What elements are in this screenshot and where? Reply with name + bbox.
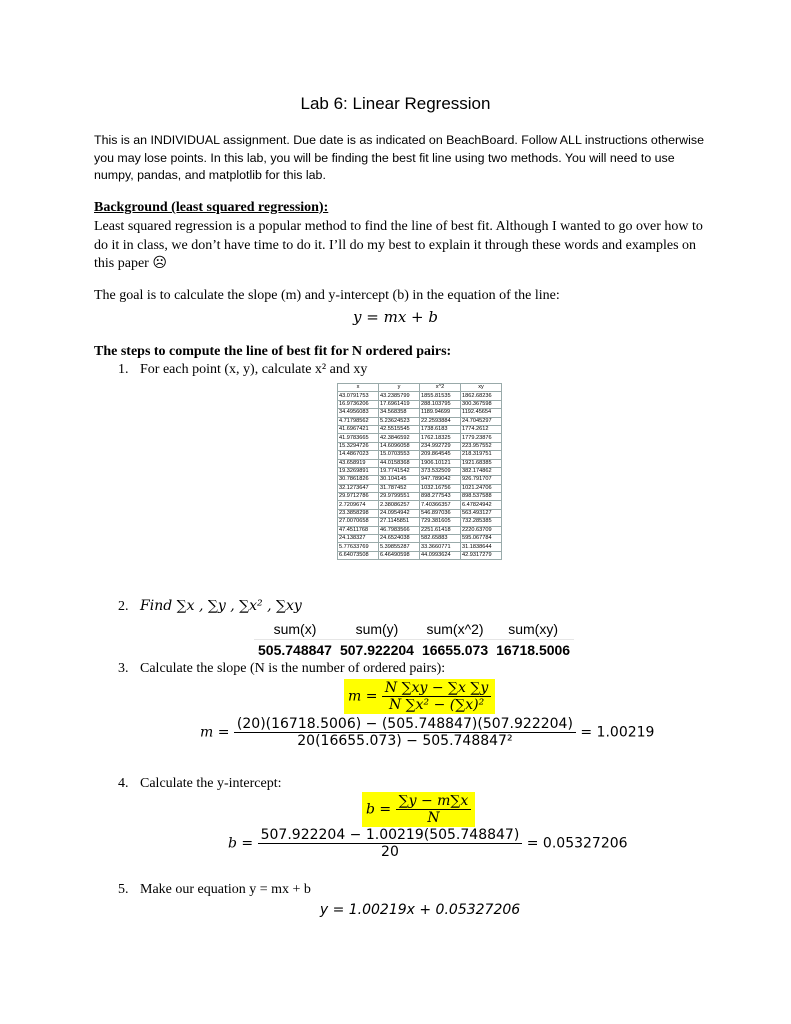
table-row [338,400,502,408]
step-5 [118,882,311,898]
table-cell: 5.77633769 [338,543,379,551]
table-cell: 22.2593884 [420,417,461,425]
sums-value: 507.922204 [339,642,414,658]
slope-calc-fraction [234,716,576,749]
table-cell: 19.7741542 [379,467,420,475]
table-cell: 34.568358 [379,409,420,417]
table-row [338,451,502,459]
table-cell: 6.46490598 [379,551,420,559]
table-cell: 44.0993624 [420,551,461,559]
table-cell: 6.47824942 [461,501,502,509]
table-cell: 582.65883 [420,535,461,543]
table-cell: 27.0070658 [338,518,379,526]
table-cell: 4.71798562 [338,417,379,425]
table-cell: 223.957552 [461,442,502,450]
intercept-calc-fraction [258,827,523,860]
table-cell: 1032.16756 [420,484,461,492]
table-cell: 595.067784 [461,535,502,543]
step-number: 3. [118,661,129,676]
data-table-header: x [338,384,379,392]
table-row [338,417,502,425]
table-cell: 23.3858298 [338,509,379,517]
intercept-formula-numerator: ∑y − m∑x [396,793,472,810]
step-text: Calculate the y-intercept: [140,776,282,791]
table-row [338,392,502,400]
table-cell: 898.537588 [461,493,502,501]
background-paragraph: Least squared regression is a popular method to find the line of best fit. Although I wanted to go over how to do it in class, we don’t have time to do it. I’ll do my best to explain it through these words and examples on this paper ☹ [94,219,703,271]
table-row [338,509,502,517]
table-row [338,409,502,417]
table-row [338,459,502,467]
table-cell: 15.3294726 [338,442,379,450]
table-cell: 729.381605 [420,518,461,526]
table-cell: 1738.6183 [420,425,461,433]
table-cell: 2.38086257 [379,501,420,509]
slope-calculation [200,716,654,749]
table-cell: 1862.68236 [461,392,502,400]
step-number: 2. [118,599,129,614]
data-table-header: x^2 [420,384,461,392]
step-4 [118,776,282,792]
table-cell: 1779.23876 [461,434,502,442]
slope-result: = 1.00219 [580,724,655,741]
step-text: Find ∑x , ∑y , ∑x² , ∑xy [140,598,302,614]
table-cell: 14.6096058 [379,442,420,450]
data-table [337,383,502,560]
slope-formula [344,679,495,714]
step-2 [118,598,302,615]
table-cell: 34.4956083 [338,409,379,417]
step-number: 4. [118,776,129,791]
table-cell: 218.319751 [461,451,502,459]
table-cell: 29.9712786 [338,493,379,501]
table-cell: 19.3269891 [338,467,379,475]
table-cell: 30.7861826 [338,476,379,484]
sums-header: sum(y) [336,619,418,640]
table-cell: 41.6967421 [338,425,379,433]
table-cell: 546.897036 [420,509,461,517]
intercept-calc-numerator: 507.922204 − 1.00219(505.748847) [258,827,523,844]
table-cell: 42.3846592 [379,434,420,442]
table-cell: 33.3660771 [420,543,461,551]
table-cell: 300.367598 [461,400,502,408]
table-cell: 1921.68385 [461,459,502,467]
step-number: 1. [118,362,129,377]
sums-header: sum(x^2) [418,619,492,640]
goal-text: The goal is to calculate the slope (m) and y-intercept (b) in the equation of the line: [94,288,560,303]
sums-header: sum(xy) [492,619,574,640]
table-cell: 209.864545 [420,451,461,459]
table-cell: 17.6961419 [379,400,420,408]
table-row [338,476,502,484]
table-cell: 24.7045297 [461,417,502,425]
table-cell: 947.789042 [420,476,461,484]
table-row [338,526,502,534]
table-cell: 24.138327 [338,535,379,543]
table-row [338,467,502,475]
table-cell: 32.1273647 [338,484,379,492]
table-cell: 15.0703553 [379,451,420,459]
sums-value: 16655.073 [421,642,489,658]
table-row [338,543,502,551]
table-cell: 1774.2612 [461,425,502,433]
slope-formula-numerator: N ∑xy − ∑x ∑y [382,680,491,697]
table-cell: 29.9799551 [379,493,420,501]
intro-paragraph: This is an INDIVIDUAL assignment. Due date is as indicated on BeachBoard. Follow ALL instructions otherwise you may lose points. In this lab, you will be finding the best fit line using two methods. You will need to use numpy, pandas, and matplotlib for this lab. [94,133,704,182]
table-cell: 382.174862 [461,467,502,475]
table-cell: 43.658919 [338,459,379,467]
table-row [338,434,502,442]
table-cell: 288.103795 [420,400,461,408]
sums-header: sum(x) [254,619,336,640]
data-table-header: y [379,384,420,392]
table-cell: 24.0954942 [379,509,420,517]
table-cell: 14.4867023 [338,451,379,459]
table-cell: 1855.81535 [420,392,461,400]
table-row [338,501,502,509]
step-3 [118,661,445,677]
table-cell: 31.787452 [379,484,420,492]
intercept-result: = 0.05327206 [526,835,628,852]
goal-equation: y = mx + b [353,308,438,326]
table-cell: 42.9317279 [461,551,502,559]
table-row [338,535,502,543]
table-cell: 31.1838644 [461,543,502,551]
sums-value: 505.748847 [258,642,332,658]
table-cell: 16.9736206 [338,400,379,408]
table-cell: 47.4511768 [338,526,379,534]
table-cell: 1189.94699 [420,409,461,417]
table-row [338,493,502,501]
slope-formula-fraction [382,680,491,713]
sums-table [254,619,574,660]
table-row [338,484,502,492]
table-cell: 41.9783665 [338,434,379,442]
table-cell: 5.23624523 [379,417,420,425]
table-cell: 563.493127 [461,509,502,517]
step-text: Calculate the slope (N is the number of ordered pairs): [140,661,446,676]
table-cell: 42.5515545 [379,425,420,433]
slope-calc-numerator: (20)(16718.5006) − (505.748847)(507.922204) [234,716,576,733]
table-cell: 926.791707 [461,476,502,484]
slope-calc-denominator: 20(16655.073) − 505.748847² [297,733,513,749]
slope-calc-lhs: m = [200,724,230,741]
table-row [338,442,502,450]
background-heading: Background (least squared regression): [94,200,329,215]
slope-formula-denominator: N ∑x² − (∑x)² [388,697,485,713]
table-cell: 30.104145 [379,476,420,484]
table-cell: 898.277543 [420,493,461,501]
intercept-formula [362,792,475,827]
table-cell: 1192.45654 [461,409,502,417]
table-row [338,551,502,559]
data-table-header: xy [461,384,502,392]
slope-formula-lhs: m = [348,688,378,705]
step-text: Make our equation y = mx + b [140,882,311,897]
intercept-formula-fraction [396,793,472,826]
table-cell: 2251.61418 [420,526,461,534]
table-cell: 2.7209674 [338,501,379,509]
table-cell: 5.39855287 [379,543,420,551]
table-row [338,518,502,526]
table-cell: 1762.18325 [420,434,461,442]
table-row [338,425,502,433]
table-cell: 43.0791753 [338,392,379,400]
intercept-calc-denominator: 20 [381,844,399,860]
table-cell: 732.285385 [461,518,502,526]
table-cell: 1021.24706 [461,484,502,492]
step-number: 5. [118,882,129,897]
intercept-formula-denominator: N [427,810,440,826]
sums-value: 16718.5006 [496,642,571,658]
table-cell: 2220.63709 [461,526,502,534]
intercept-formula-lhs: b = [366,801,392,818]
table-cell: 46.7983566 [379,526,420,534]
steps-heading: The steps to compute the line of best fit for N ordered pairs: [94,344,452,359]
table-cell: 6.64073508 [338,551,379,559]
step-1 [118,362,367,378]
table-cell: 27.1145851 [379,518,420,526]
final-equation: y = 1.00219x + 0.05327206 [319,902,521,918]
step-text: For each point (x, y), calculate x² and xy [140,362,368,377]
table-cell: 44.0158368 [379,459,420,467]
intercept-calculation [228,827,628,860]
table-cell: 43.2385799 [379,392,420,400]
table-cell: 7.40366357 [420,501,461,509]
table-cell: 1906.10121 [420,459,461,467]
table-cell: 234.992729 [420,442,461,450]
table-cell: 373.532509 [420,467,461,475]
intercept-calc-lhs: b = [228,835,254,852]
page-title: Lab 6: Linear Regression [300,94,491,113]
table-cell: 24.6524038 [379,535,420,543]
